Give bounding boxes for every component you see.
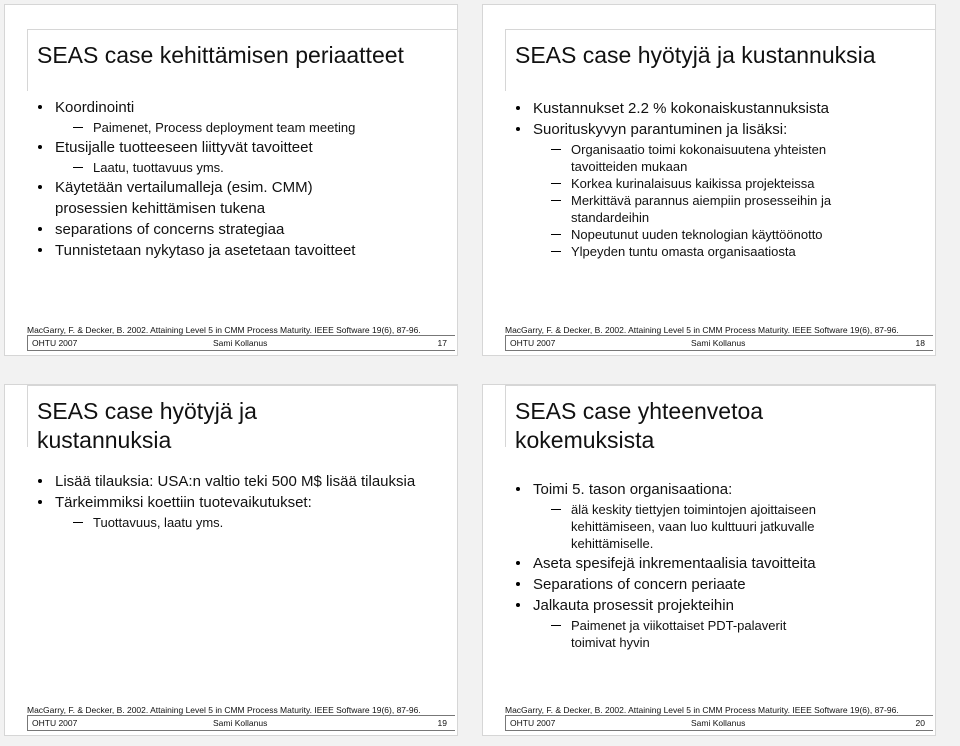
slide-title: SEAS case kehittämisen periaatteet <box>37 42 404 68</box>
slide-19 <box>4 384 458 736</box>
slide-number: 17 <box>437 338 447 348</box>
sub-bullet-item: Nopeutunut uuden teknologian käyttöönotto <box>533 226 873 243</box>
slide-number: 19 <box>437 718 447 728</box>
bullet-list <box>37 471 437 532</box>
bullet-list <box>515 98 895 261</box>
slide-number: 18 <box>915 338 925 348</box>
bullet-item: Separations of concern periaate <box>515 574 895 595</box>
slide-20 <box>482 384 936 736</box>
slide-footer <box>27 715 455 731</box>
sub-bullet-item: älä keskity tiettyjen toimintojen ajoittaiseen kehittämiseen, vaan luo kulttuuri jatkuvalle kehittämiselle. <box>533 501 833 552</box>
bullet-item: Aseta spesifejä inkrementaalisia tavoitteita <box>515 553 895 574</box>
course-label: OHTU 2007 <box>32 718 78 728</box>
author-label: Sami Kollanus <box>213 718 268 728</box>
sub-bullet-item: Laatu, tuottavuus yms. <box>55 159 447 176</box>
sub-bullet-item: Paimenet, Process deployment team meeting <box>55 119 447 136</box>
slide-footer <box>505 335 933 351</box>
course-label: OHTU 2007 <box>510 338 556 348</box>
reference-text: MacGarry, F. & Decker, B. 2002. Attaining Level 5 in CMM Process Maturity. IEEE Software 19(6), 87-96. <box>27 705 421 715</box>
slide-footer <box>27 335 455 351</box>
slide-title: SEAS case hyötyjä ja kustannuksia <box>515 42 876 68</box>
course-label: OHTU 2007 <box>32 338 78 348</box>
reference-text: MacGarry, F. & Decker, B. 2002. Attaining Level 5 in CMM Process Maturity. IEEE Software 19(6), 87-96. <box>505 705 899 715</box>
bullet-item: Suorituskyvyn parantuminen ja lisäksi: Organisaatio toimi kokonaisuutena yhteisten tavoitteiden mukaan Korkea kurinalaisuus kaikissa projekteissa Merkittävä parannus aiempiin prosesseihin ja standardeihin Nopeutunut uuden teknologian käyttöönotto Ylpeyden tuntu omasta organisaatiosta <box>515 119 895 260</box>
sub-bullet-item: Tuottavuus, laatu yms. <box>55 514 437 531</box>
author-label: Sami Kollanus <box>213 338 268 348</box>
sub-bullet-item: Organisaatio toimi kokonaisuutena yhteisten tavoitteiden mukaan <box>533 141 873 175</box>
slide-17 <box>4 4 458 356</box>
reference-text: MacGarry, F. & Decker, B. 2002. Attaining Level 5 in CMM Process Maturity. IEEE Software 19(6), 87-96. <box>27 325 421 335</box>
bullet-item: Tunnistetaan nykytaso ja asetetaan tavoitteet <box>37 240 447 261</box>
bullet-item: Käytetään vertailumalleja (esim. CMM) prosessien kehittämisen tukena <box>37 177 355 219</box>
author-label: Sami Kollanus <box>691 338 746 348</box>
sub-bullet-item: Merkittävä parannus aiempiin prosesseihin ja standardeihin <box>533 192 873 226</box>
sub-bullet-item: Korkea kurinalaisuus kaikissa projekteissa <box>533 175 873 192</box>
sub-bullet-item: Paimenet ja viikottaiset PDT-palaverit toimivat hyvin <box>533 617 833 651</box>
slide-18 <box>482 4 936 356</box>
bullet-item: Tärkeimmiksi koettiin tuotevaikutukset: Tuottavuus, laatu yms. <box>37 492 437 531</box>
bullet-item: Toimi 5. tason organisaationa: älä keskity tiettyjen toimintojen ajoittaiseen kehittämiseen, vaan luo kulttuuri jatkuvalle kehittämiselle. <box>515 479 895 552</box>
sub-bullet-item: Ylpeyden tuntu omasta organisaatiosta <box>533 243 873 260</box>
course-label: OHTU 2007 <box>510 718 556 728</box>
slide-footer <box>505 715 933 731</box>
bullet-item: separations of concerns strategiaa <box>37 219 447 240</box>
slide-title: SEAS case yhteenvetoa kokemuksista <box>515 398 764 453</box>
slide-number: 20 <box>915 718 925 728</box>
reference-text: MacGarry, F. & Decker, B. 2002. Attaining Level 5 in CMM Process Maturity. IEEE Software 19(6), 87-96. <box>505 325 899 335</box>
bullet-item: Lisää tilauksia: USA:n valtio teki 500 M$ lisää tilauksia <box>37 471 437 492</box>
slide-title: SEAS case hyötyjä ja kustannuksia <box>37 398 257 453</box>
author-label: Sami Kollanus <box>691 718 746 728</box>
bullet-item: Etusijalle tuotteeseen liittyvät tavoitteet Laatu, tuottavuus yms. <box>37 137 447 176</box>
bullet-list <box>37 97 447 261</box>
bullet-item: Kustannukset 2.2 % kokonaiskustannuksista <box>515 98 895 119</box>
bullet-item: Jalkauta prosessit projekteihin Paimenet ja viikottaiset PDT-palaverit toimivat hyvin <box>515 595 895 651</box>
bullet-list <box>515 479 895 652</box>
bullet-item: Koordinointi Paimenet, Process deployment team meeting <box>37 97 447 136</box>
